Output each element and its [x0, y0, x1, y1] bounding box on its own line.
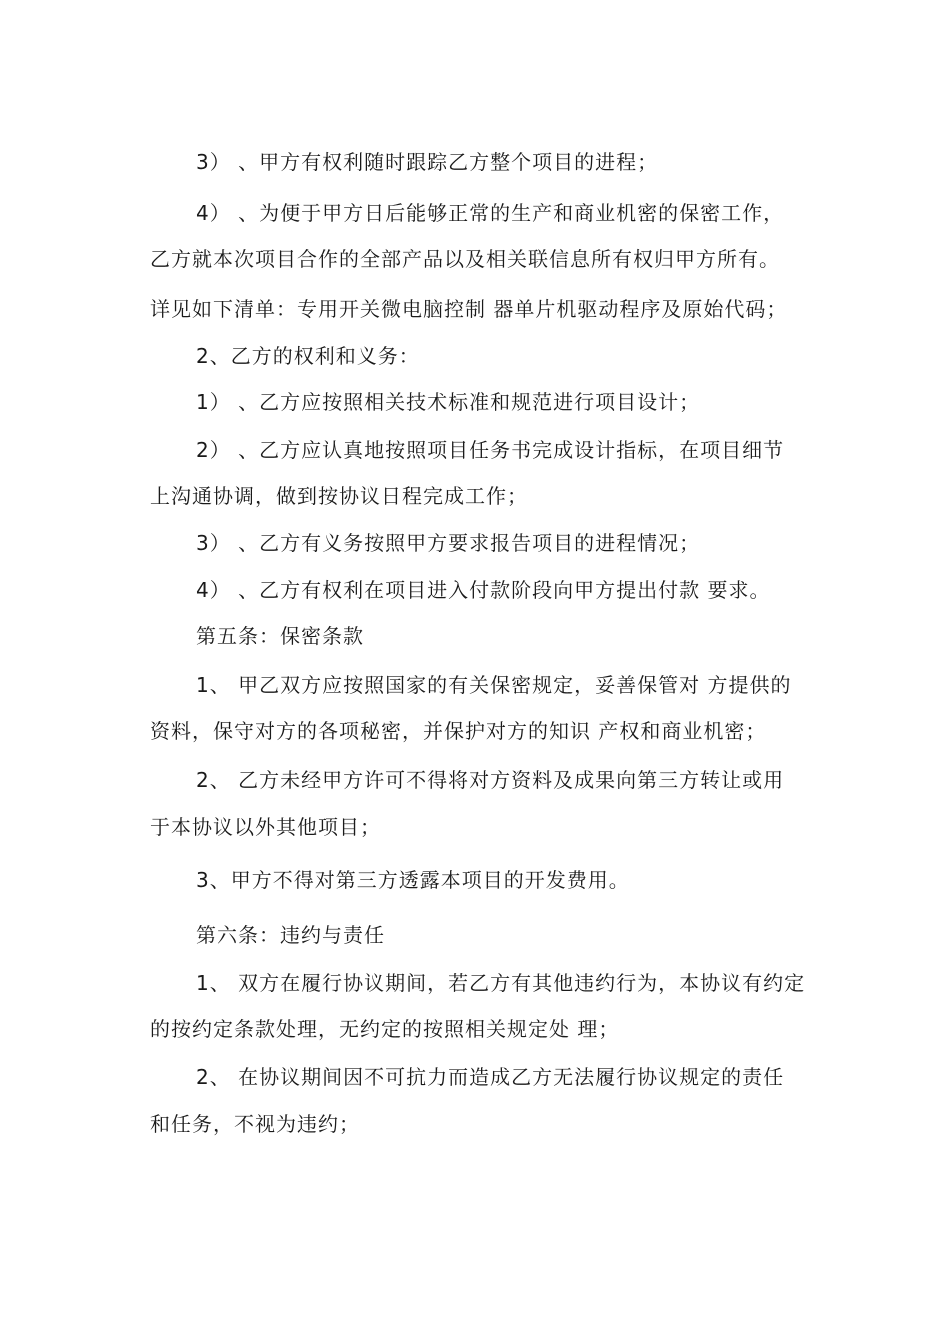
text-line: 4） 、乙方有权利在项目进入付款阶段向甲方提出付款 要求。: [196, 578, 771, 602]
text-line: 3） 、甲方有权利随时跟踪乙方整个项目的进程；: [196, 150, 659, 174]
text-line: 1、 甲乙双方应按照国家的有关保密规定，妥善保管对 方提供的: [196, 673, 792, 697]
text-line: 2、 在协议期间因不可抗力而造成乙方无法履行协议规定的责任: [196, 1065, 785, 1089]
text-line: 1、 双方在履行协议期间，若乙方有其他违约行为，本协议有约定: [196, 971, 806, 995]
text-line: 3） 、乙方有义务按照甲方要求报告项目的进程情况；: [196, 531, 701, 555]
text-line: 1） 、乙方应按照相关技术标准和规范进行项目设计；: [196, 390, 701, 414]
section-heading: 第五条：保密条款: [196, 624, 364, 648]
text-line: 2） 、乙方应认真地按照项目任务书完成设计指标，在项目细节: [196, 438, 785, 462]
text-line: 2、乙方的权利和义务：: [196, 344, 420, 368]
text-line: 乙方就本次项目合作的全部产品以及相关联信息所有权归甲方所有。: [150, 247, 780, 271]
text-line: 4） 、为便于甲方日后能够正常的生产和商业机密的保密工作，: [196, 201, 785, 225]
text-line: 3、甲方不得对第三方透露本项目的开发费用。: [196, 868, 630, 892]
text-line: 2、 乙方未经甲方许可不得将对方资料及成果向第三方转让或用: [196, 768, 785, 792]
text-line: 于本协议以外其他项目；: [150, 815, 381, 839]
text-line: 详见如下清单：专用开关微电脑控制 器单片机驱动程序及原始代码；: [150, 297, 788, 321]
text-line: 的按约定条款处理，无约定的按照相关规定处 理；: [150, 1017, 620, 1041]
text-line: 和任务，不视为违约；: [150, 1112, 360, 1136]
section-heading: 第六条：违约与责任: [196, 923, 385, 947]
text-line: 资料，保守对方的各项秘密，并保护对方的知识 产权和商业机密；: [150, 719, 767, 743]
text-line: 上沟通协调，做到按协议日程完成工作；: [150, 484, 528, 508]
